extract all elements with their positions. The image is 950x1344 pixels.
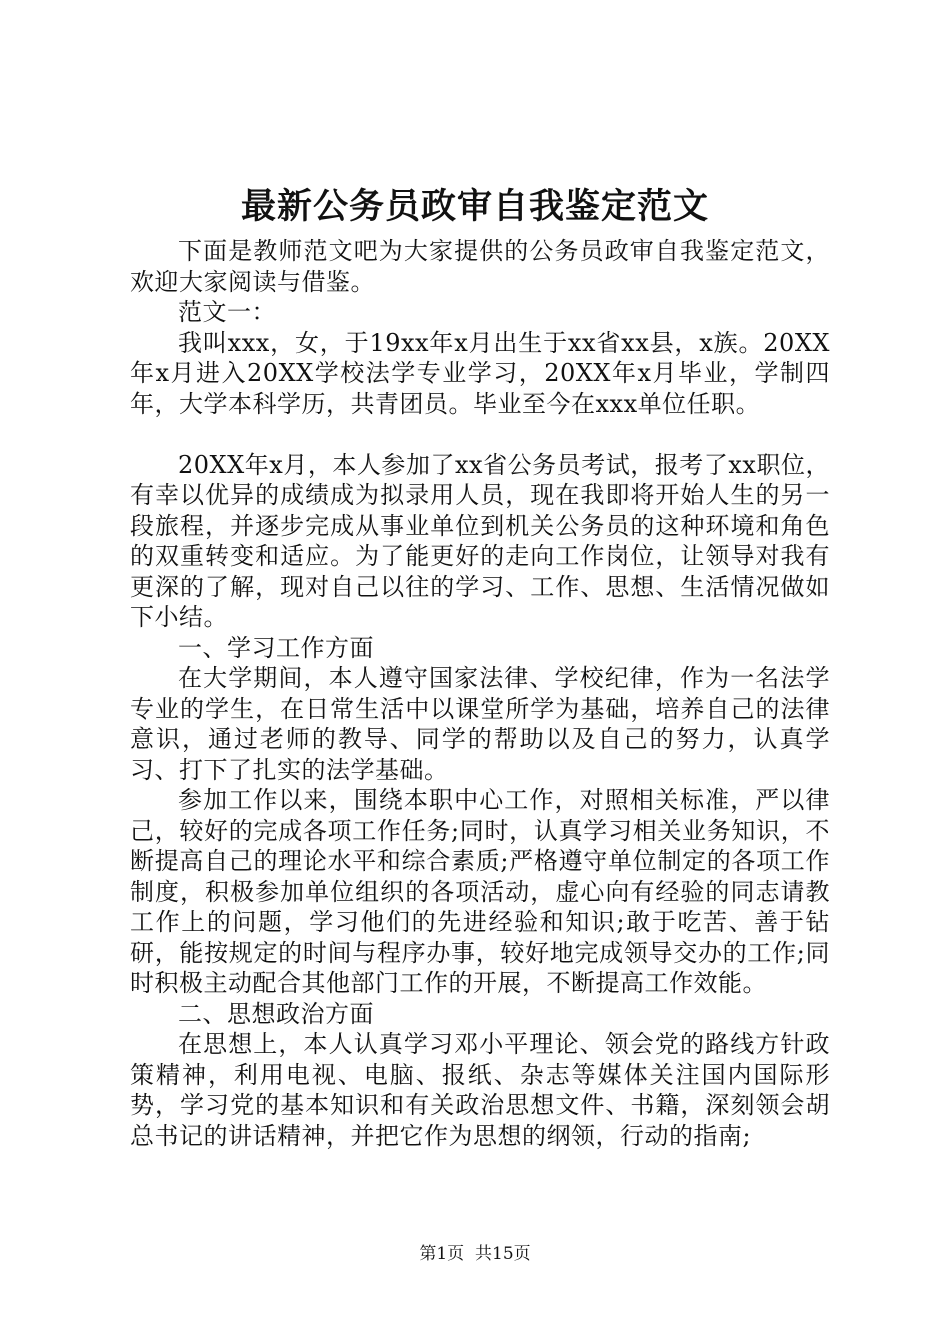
exam-paragraph: 20XX年x月，本人参加了xx省公务员考试，报考了xx职位，有幸以优异的成绩成为拟录用人员，现在我即将开始人生的另一段旅程，并逐步完成从事业单位到机关公务员的这种环境和角色的双重转变和适应。为了能更好的走向工作岗位，让领导对我有更深的了解，现对自己以往的学习、工作、思想、生活情况做如下小结。	[130, 450, 830, 631]
document-title: 最新公务员政审自我鉴定范文	[240, 186, 709, 227]
document-body	[130, 236, 830, 1151]
footer-spacer	[464, 1244, 475, 1264]
section-heading-study-work: 一、学习工作方面	[178, 633, 374, 662]
politics-paragraph: 在思想上，本人认真学习邓小平理论、领会党的路线方针政策精神，利用电视、电脑、报纸、杂志等媒体关注国内国际形势，学习党的基本知识和有关政治思想文件、书籍，深刻领会胡总书记的讲话精神，并把它作为思想的纲领，行动的指南;	[130, 1030, 830, 1150]
work-paragraph: 参加工作以来，围绕本职中心工作，对照相关标准，严以律己，较好的完成各项工作任务;同时，认真学习相关业务知识，不断提高自己的理论水平和综合素质;严格遵守单位制定的各项工作制度，积极参加单位组织的各项活动，虚心向有经验的同志请教工作上的问题，学习他们的先进经验和知识;敢于吃苦、善于钻研，能按规定的时间与程序办事，较好地完成领导交办的工作;同时积极主动配合其他部门工作的开展，不断提高工作效能。	[130, 786, 830, 997]
sample-heading: 范文一：	[178, 298, 276, 326]
personal-info-paragraph: 我叫xxx，女，于19xx年x月出生于xx省xx县，x族。20XX年x月进入20XX学校法学专业学习，20XX年x月毕业，学制四年，大学本科学历，共青团员。毕业至今在xxx单位任职。	[130, 328, 830, 418]
page-total: 共15页	[475, 1244, 531, 1264]
section-heading-politics: 二、思想政治方面	[178, 999, 374, 1028]
page-number: 第1页	[419, 1244, 465, 1264]
university-paragraph: 在大学期间，本人遵守国家法律、学校纪律，作为一名法学专业的学生，在日常生活中以课堂所学为基础，培养自己的法律意识，通过老师的教导、同学的帮助以及自己的努力，认真学习、打下了扎实的法学基础。	[130, 664, 830, 784]
page-footer	[0, 1242, 950, 1266]
intro-paragraph: 下面是教师范文吧为大家提供的公务员政审自我鉴定范文，欢迎大家阅读与借鉴。	[130, 237, 830, 296]
